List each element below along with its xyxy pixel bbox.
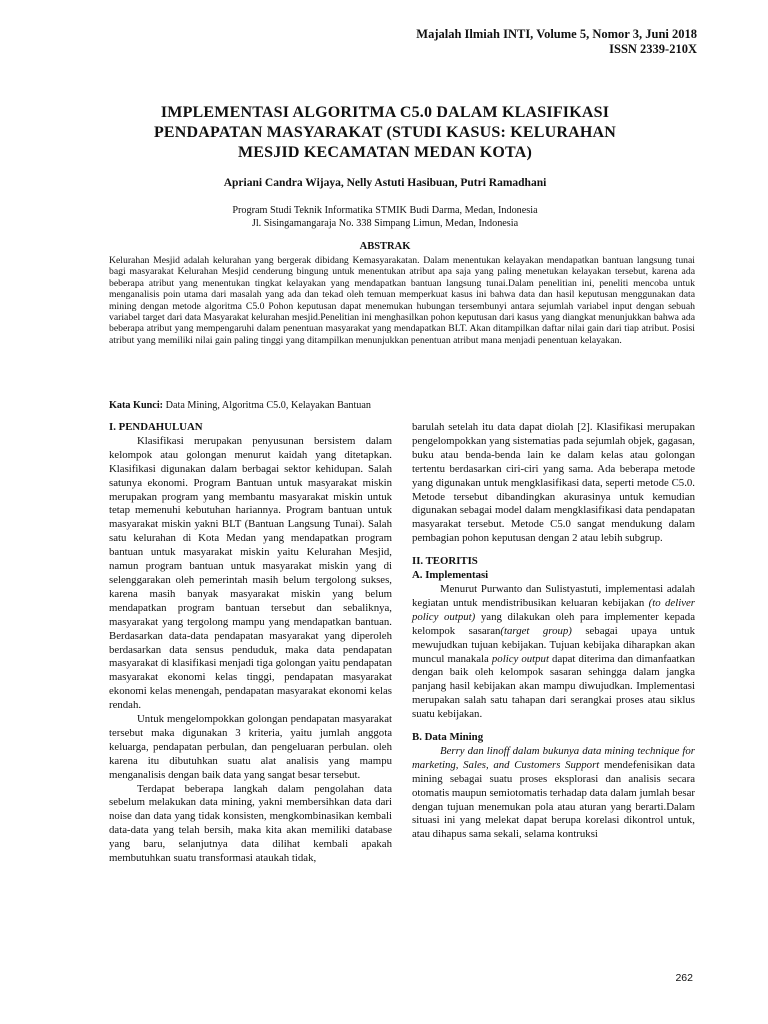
section-heading-teoritis: II. TEORITIS — [412, 555, 478, 568]
abstract-text: Kelurahan Mesjid adalah kelurahan yang bergerak dibidang Kemasyarakatan. Dalam menentukan kelayakan mendapatkan bantuan langsung tunai bagi masyarakat Kelurahan Mesjid cenderung bingung untuk menentukan atribut apa saja yang paling menetukan kelayakan tersebut, karena ada beberapa atribut yang menentukan tingkat kelayakan yang mendapatkan bantuan langsung tunai.Dalam penelitian ini, peneliti mencoba untuk menganalisis poin utama dari masalah yang ada dan tekad oleh temuan memperkuat kasus ini bahwa data dan hasil keputusan menggunakan data mining dengan metode algoritma C5.0 Pohon keputusan dapat menemukan hubungan tersembunyi antara sejumlah variabel input dengan sebuah variabel target dari data Masyarakat kelurahan mesjid.Penelitian ini menghasilkan pohon keputusan dari kasus yang diangkat menunjukkan bahwa ada beberapa atribut yang mempengaruhi dalam penentuan masyarakat yang mendapatkan BLT. Akan ditampilkan daftar nilai gain dari tiap atribut. Posisi atribut yang memiliki nilai gain paling tinggi yang ditampilkan menunjukkan penentuan atribut mana menjadi penentuan kelayakan. — [109, 255, 695, 346]
paragraph: Klasifikasi merupakan penyusunan bersistem dalam kelompok atau golongan menurut kaidah yang ditetapkan. Klasifikasi digunakan dalam berbagai sektor kehidupan. Salah satunya ekonomi. Program Bantuan untuk masyarakat miskin merupakan program yang membantu masyarakat miskin untuk tetap memenuhi kebutuhan hariannya. Program bantuan untuk masyarakat miskin yakni BLT (Bantuan Langsung Tunai). Salah satu kelurahan di Kota Medan yang mendapatkan program bantuan untuk masyarakat miskin yaitu Kelurahan Mesjid, namun program bantuan untuk masyarakat miskin yang di selenggarakan oleh pemerintah masih belum tergolong sukses, karena masih banyak masyarakat miskin yang belum mendapatkan program bantuan tersebut dan sebaliknya, masyarakat yang tergolong mampu yang mendapatkan bantuan. Berdasarkan data-data pendapatan masyarakat yang diperoleh berdasarkan data sensus penduduk, maka data pendapatan masyarakat di klasifikasi menjadi tiga golongan yaitu pendapatan masyarakat ekonomi kelas tinggi, pendapatan masyarakat ekonomi kelas menengah, pendapatan masyarakat ekonomi kelas rendah. — [109, 434, 392, 712]
issn: ISSN 2339-210X — [609, 42, 697, 56]
subsection-heading-data-mining: B. Data Mining — [412, 731, 484, 744]
paper-title — [90, 103, 680, 163]
journal-header — [416, 27, 697, 57]
section-heading-pendahuluan: I. PENDAHULUAN — [109, 421, 203, 433]
title-line-3: MESJID KECAMATAN MEDAN KOTA) — [237, 144, 533, 161]
keywords-label: Kata Kunci: — [109, 400, 164, 411]
subsection-heading-implementasi: A. Implementasi — [412, 569, 489, 582]
paragraph-implementasi: Menurut Purwanto dan Sulistyastuti, implementasi adalah kegiatan untuk mendistribusikan keluaran kebijakan (to deliver policy output) yang dilakukan oleh para implementer kepada kelompok sasaran(target group) sebagai upaya untuk mewujudkan tujuan kebijakan. Tujuan kebijaka diharapkan akan muncul manakala policy output dapat diterima dan dimanfaatkan dengan baik oleh kelompok sasaran sehingga dalam jangka panjang hasil kebijakan akan mampu diwujudkan. Implementasi merupakan salah satu tahapan dari serangkai proses atau siklus suatu kebijakan. — [412, 582, 696, 721]
affiliation — [90, 205, 680, 230]
left-column — [109, 421, 392, 866]
right-column — [412, 421, 695, 842]
title-line-2: PENDAPATAN MASYARAKAT (STUDI KASUS: KELURAHAN — [153, 124, 617, 141]
abstract-heading: ABSTRAK — [359, 241, 411, 252]
keywords — [109, 400, 695, 411]
authors: Apriani Candra Wijaya, Nelly Astuti Hasibuan, Putri Ramadhani — [223, 177, 547, 189]
paragraph: barulah setelah itu data dapat diolah [2]. Klasifikasi merupakan pengelompokkan yang sistematias pada sejumlah objek, gagasan, buku atau benda-benda lain ke dalam kelas atau golongan tertentu berdasarkan ciri-ciri yang sama. Ada beberapa metode yang digunakan untuk mengklasifikasi data, seperti metode C5.0. Metode tersebut dibandingkan akurasinya untuk kemudian digunakan sebagai model dalam mengklasifikasi data pendapatan masyarakat tersebut. Metode C5.0 sangat mendukung dalam pembagian pohon keputusan dengan 2 atau lebih subgrup. — [412, 421, 695, 545]
title-line-1: IMPLEMENTASI ALGORITMA C5.0 DALAM KLASIFIKASI — [160, 104, 610, 121]
paragraph-data-mining: Berry dan linoff dalam bukunya data mining technique for marketing, Sales, and Customers Support mendefenisikan data mining sebagai suatu proses eksplorasi dan analisis secara otomatis maupun semiotomatis terhadap data dalam jumlah besar dengan tujuan menemukan pola atau aturan yang berarti.Dalam situasi ini yang melekat dapat berupa korelasi dikontrol untuk, atau dihapus sama sekali, selama kontruksi — [412, 744, 695, 841]
affiliation-line-1: Program Studi Teknik Informatika STMIK Budi Darma, Medan, Indonesia — [232, 205, 538, 216]
page-number: 262 — [675, 972, 693, 984]
paragraph: Untuk mengelompokkan golongan pendapatan masyarakat tersebut maka digunakan 3 kriteria, yaitu jumlah anggota keluarga, pendapatan perbulan, dan pengeluaran perbulan. oleh karena itu dibutuhkan suatu alat analisis yang mampu menganalisis dengan baik data yang sangat besar tersebut. — [109, 713, 392, 781]
affiliation-line-2: Jl. Sisingamangaraja No. 338 Simpang Limun, Medan, Indonesia — [251, 217, 519, 229]
paragraph: Terdapat beberapa langkah dalam pengolahan data sebelum melakukan data mining, yakni membersihkan data dari noise dan data yang tidak konsisten, mengkombinasikan kembali data-data yang telah bersih, maka kita akan memiliki database yang baru, selanjutnya data dilihat kembali apakah membutuhkan suatu transformasi ataukah tidak, — [109, 782, 392, 865]
keywords-text: Data Mining, Algoritma C5.0, Kelayakan Bantuan — [165, 400, 372, 411]
journal-name: Majalah Ilmiah INTI, Volume 5, Nomor 3, Juni 2018 — [416, 27, 697, 41]
